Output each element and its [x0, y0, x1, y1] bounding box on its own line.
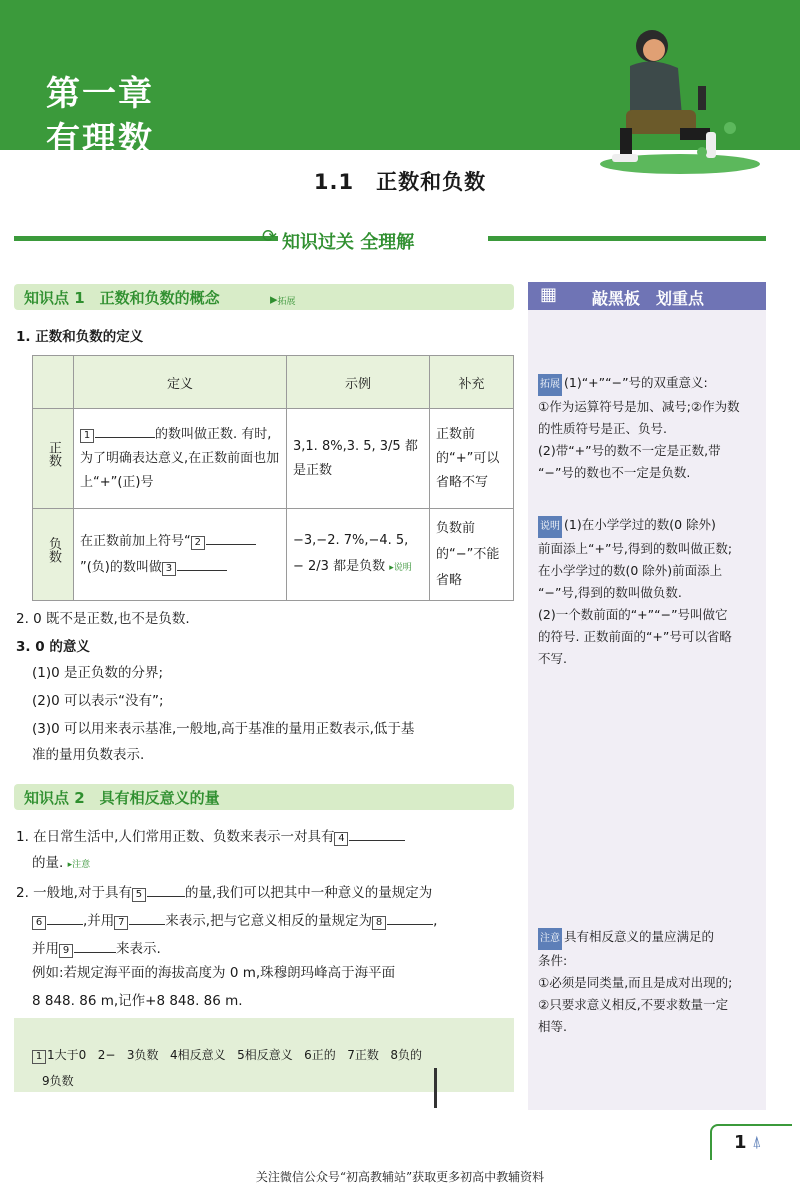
- sidebar-block-2: [538, 514, 760, 670]
- sidebar-p3-line-1: 具有相反意义的量应满足的: [564, 929, 715, 944]
- sidebar-p1-line-5: “−”号的数也不一定是负数.: [538, 465, 691, 480]
- blank-7: [129, 924, 165, 925]
- pen-mark: [434, 1068, 437, 1108]
- answer-row-1: [32, 1046, 422, 1064]
- sidebar-block-3: [538, 926, 760, 1038]
- section-title: 1.1 正数和负数: [313, 170, 487, 194]
- answer-5: 5相反意义: [237, 1048, 293, 1062]
- kp2-item-2-a: 2. 一般地,对于具有: [16, 885, 132, 901]
- sidebar-title-bar: [528, 282, 766, 310]
- sidebar-p1-line-4: (2)带“+”号的数不一定是正数,带: [538, 443, 721, 458]
- row-head-negative: [33, 509, 74, 601]
- example-line-2: 8 848. 86 m,记作+8 848. 86 m.: [32, 993, 243, 1009]
- refresh-icon: ⟳: [262, 226, 278, 247]
- row-head-positive-label: 正数: [46, 440, 61, 467]
- kp2-item-2-c: ,并用: [83, 913, 115, 929]
- sidebar-p2-line-7: 不写.: [538, 651, 567, 666]
- sidebar-p3-line-4: ②只要求意义相反,不要求数量一定: [538, 997, 729, 1012]
- answer-8: 8负的: [390, 1048, 422, 1062]
- blank-marker-8: 8: [372, 916, 386, 930]
- negative-example-a: −3,−2. 7%,−4. 5,: [293, 533, 409, 548]
- table-header-definition: 定义: [74, 356, 287, 409]
- item-2: 2. 0 既不是正数,也不是负数.: [16, 611, 190, 627]
- sidebar-p3-line-3: ①必须是同类量,而且是成对出现的;: [538, 975, 733, 990]
- kp2-item-1-tag-label: 注意: [72, 860, 91, 870]
- sidebar-p2-line-3: 在小学学过的数(0 除外)前面添上: [538, 563, 723, 578]
- item-3-line-1: (1)0 是正负数的分界;: [32, 665, 164, 681]
- table-header-example: 示例: [287, 356, 430, 409]
- table-corner: [33, 356, 74, 409]
- sidebar-p2-line-2: 前面添上“+”号,得到的数叫做正数;: [538, 541, 733, 556]
- negative-example: [287, 509, 430, 601]
- negative-definition: [74, 509, 287, 601]
- sidebar-p1-line-2: ①作为运算符号是加、减号;②作为数: [538, 399, 740, 414]
- kp2-item-2-f: 并用: [32, 941, 59, 957]
- answer-marker-1: 1: [32, 1050, 46, 1064]
- kp2-item-2-e: ,: [433, 913, 438, 929]
- kp2-item-2-line-1: [16, 878, 432, 908]
- negative-example-tag: ▸说明: [389, 563, 412, 573]
- blank-marker-2: 2: [191, 536, 205, 550]
- kp2-item-2-g: 来表示.: [116, 941, 161, 957]
- sidebar-tag-2: 说明: [538, 516, 562, 538]
- positive-example: 3,1. 8%,3. 5, 3/5 都是正数: [287, 409, 430, 509]
- board-icon: ▦: [540, 284, 558, 305]
- kp2-item-2-d: 来表示,把与它意义相反的量规定为: [165, 913, 373, 929]
- sidebar-tag-3: 注意: [538, 928, 562, 950]
- banner-line-right: [488, 236, 766, 241]
- row-head-negative-label: 负数: [46, 536, 61, 563]
- kp2-item-2-b: 的量,我们可以把其中一种意义的量规定为: [184, 885, 433, 901]
- page-number-frame: [710, 1124, 792, 1160]
- kp2-item-1-cont: [32, 848, 90, 880]
- blank-marker-4: 4: [334, 832, 348, 846]
- negative-definition-text-b: ”(负)的数叫做: [80, 559, 162, 575]
- sidebar-p2-line-4: “−”号,得到的数叫做负数.: [538, 585, 682, 600]
- kp2-item-2-line-2: [32, 906, 437, 936]
- positive-definition-text: 的数叫做正数. 有时,为了明确表达意义,在正数前面也加上“+”(正)号: [80, 426, 280, 490]
- positive-definition: [74, 409, 287, 509]
- sidebar-title: 敲黑板 划重点: [592, 289, 705, 308]
- banner-title: 知识过关 全理解: [282, 232, 415, 253]
- item-1-title: 1. 正数和负数的定义: [16, 329, 144, 345]
- negative-definition-text-a: 在正数前加上符号“: [80, 533, 191, 549]
- example-line-1: 例如:若规定海平面的海拔高度为 0 m,珠穆朗玛峰高于海平面: [32, 965, 396, 981]
- answer-row-2: [42, 1072, 74, 1089]
- blank-4: [349, 840, 405, 841]
- blank-marker-9: 9: [59, 944, 73, 958]
- blank-marker-3: 3: [162, 562, 176, 576]
- blank-marker-6: 6: [32, 916, 46, 930]
- row-head-positive: [33, 409, 74, 509]
- blank-8: [387, 924, 433, 925]
- kp2-title: 知识点 2 具有相反意义的量: [24, 789, 220, 807]
- sidebar-p3-line-2: 条件:: [538, 953, 568, 968]
- item-3-line-3: (3)0 可以用来表示基准,一般地,高于基准的量用正数表示,低于基: [32, 721, 415, 737]
- sidebar-p1-line-1: (1)“+”“−”号的双重意义:: [564, 375, 708, 390]
- knowledge-point-1-header: [14, 284, 514, 310]
- blank-3: [177, 570, 227, 571]
- kp2-item-1-text-a: 1. 在日常生活中,人们常用正数、负数来表示一对具有: [16, 829, 335, 845]
- sidebar-tag-1: 拓展: [538, 374, 562, 396]
- banner-line-left: [14, 236, 278, 241]
- sidebar-p1-line-3: 的性质符号是正、负号.: [538, 421, 667, 436]
- sidebar-p2-line-6: 的符号. 正数前面的“+”号可以省略: [538, 629, 732, 644]
- blank-6: [47, 924, 83, 925]
- answer-9: 9负数: [42, 1074, 74, 1088]
- item-3-line-2: (2)0 可以表示“没有”;: [32, 693, 164, 709]
- positive-note: 正数前的“+”可以省略不写: [430, 409, 514, 509]
- sidebar-p3-line-5: 相等.: [538, 1019, 567, 1034]
- table-header-note: 补充: [430, 356, 514, 409]
- sidebar-block-1: [538, 372, 760, 484]
- blank-marker-5: 5: [132, 888, 146, 902]
- sidebar-p2-line-5: (2)一个数前面的“+”“−”号叫做它: [538, 607, 728, 622]
- kp1-title: 知识点 1 正数和负数的概念: [24, 289, 220, 307]
- kp2-item-1-tag: ▸注意: [67, 860, 91, 870]
- definition-table: [32, 355, 514, 601]
- answer-3: 3负数: [126, 1048, 159, 1062]
- answer-2: 2−: [97, 1048, 116, 1062]
- kp1-tag: ▸拓展: [270, 290, 296, 308]
- page-number: 1: [734, 1132, 747, 1153]
- answer-7: 7正数: [347, 1048, 379, 1062]
- answer-1: 1大于0: [47, 1048, 87, 1062]
- answer-box: [14, 1018, 514, 1092]
- knowledge-point-2-header: [14, 784, 514, 810]
- blank-marker-1: 1: [80, 429, 94, 443]
- answer-4: 4相反意义: [169, 1048, 226, 1062]
- negative-note: 负数前的“−”不能省略: [430, 509, 514, 601]
- footer-note: 关注微信公众号“初高教辅站”获取更多初高中教辅资料: [255, 1170, 545, 1184]
- chapter-name: 有理数: [46, 120, 154, 160]
- chapter-number: 第一章: [46, 74, 154, 114]
- page-logo-icon: ⍋: [752, 1132, 762, 1151]
- negative-example-b: − 2/3 都是负数: [293, 559, 386, 574]
- item-3-title: 3. 0 的意义: [16, 639, 90, 655]
- negative-example-tag-label: 说明: [393, 563, 412, 573]
- blank-marker-7: 7: [114, 916, 128, 930]
- sidebar-p2-line-1: (1)在小学学过的数(0 除外): [564, 517, 716, 532]
- kp2-item-1-text-b: 的量.: [32, 855, 64, 871]
- kp1-tag-label: 拓展: [277, 297, 296, 307]
- blank-5: [147, 896, 185, 897]
- blank-1: [95, 437, 155, 438]
- answer-6: 6正的: [304, 1048, 336, 1062]
- item-3-line-4: 准的量用负数表示.: [32, 747, 145, 763]
- blank-9: [74, 952, 116, 953]
- student-illustration: [570, 16, 770, 176]
- blank-2: [206, 544, 256, 545]
